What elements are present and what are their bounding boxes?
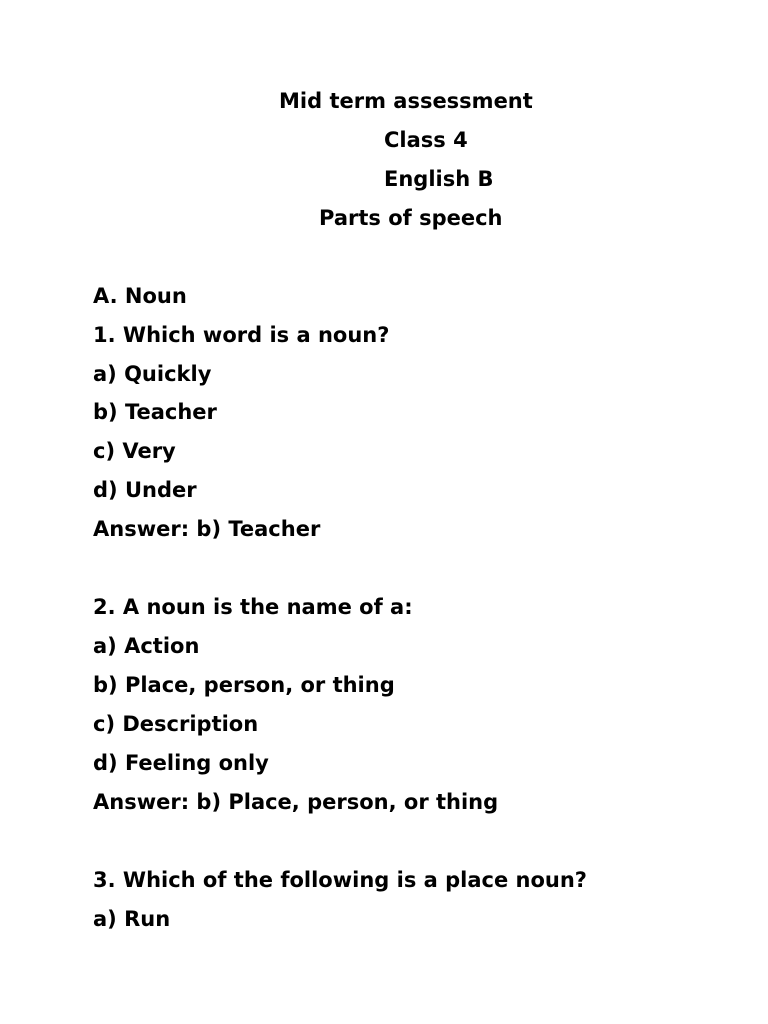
question-2: 2. A noun is the name of a: (93, 595, 413, 619)
section-heading: A. Noun (93, 284, 187, 308)
question-2-answer: Answer: b) Place, person, or thing (93, 790, 499, 814)
question-1: 1. Which word is a noun? (93, 323, 390, 347)
topic-label: Parts of speech (319, 206, 503, 230)
question-3: 3. Which of the following is a place noun? (93, 868, 587, 892)
question-3-option-a: a) Run (93, 907, 171, 931)
subject-label: English B (384, 167, 494, 191)
question-1-answer: Answer: b) Teacher (93, 517, 321, 541)
question-1-option-a: a) Quickly (93, 362, 212, 386)
question-2-option-b: b) Place, person, or thing (93, 673, 395, 697)
class-label: Class 4 (384, 128, 468, 152)
question-2-option-a: a) Action (93, 634, 200, 658)
question-1-option-c: c) Very (93, 439, 176, 463)
question-2-option-d: d) Feeling only (93, 751, 269, 775)
question-1-option-d: d) Under (93, 478, 197, 502)
question-2-option-c: c) Description (93, 712, 259, 736)
document-title: Mid term assessment (279, 89, 533, 113)
question-1-option-b: b) Teacher (93, 400, 217, 424)
